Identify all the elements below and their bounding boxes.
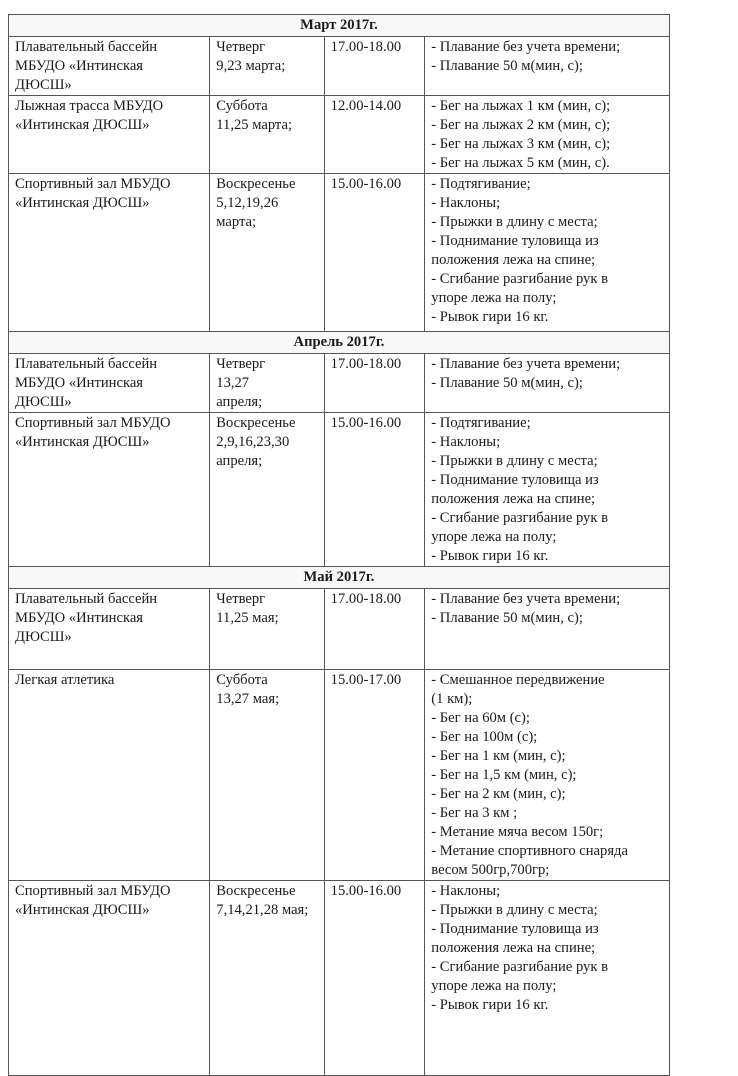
table-row — [9, 881, 670, 1076]
day-cell-line: 5,12,19,26 — [216, 195, 279, 211]
events-cell-line: - Прыжки в длину с места; — [431, 214, 598, 230]
day-cell-line: 11,25 мая; — [216, 610, 279, 626]
events-cell-line: - Метание мяча весом 150г; — [431, 824, 604, 840]
table-row — [9, 354, 670, 413]
events-cell-line: - Бег на 100м (с); — [431, 729, 538, 745]
venue-cell-line: ДЮСШ» — [15, 77, 72, 93]
time-cell — [324, 881, 425, 1076]
events-cell-line: - Прыжки в длину с места; — [431, 453, 598, 469]
events-cell-line: - Подтягивание; — [431, 415, 531, 431]
events-cell-line: - Бег на лыжах 5 км (мин, с). — [431, 155, 610, 171]
month-header-row — [9, 567, 670, 589]
events-cell-line: - Смешанное передвижение — [431, 672, 605, 688]
day-cell-line: Четверг — [216, 39, 266, 55]
events-cell-line: - Бег на лыжах 1 км (мин, с); — [431, 98, 611, 114]
time-cell-text: 17.00-18.00 — [330, 39, 402, 55]
venue-cell-line: МБУДО «Интинская — [15, 375, 144, 391]
events-cell-line: - Метание спортивного снаряда — [431, 843, 628, 859]
time-cell — [324, 96, 425, 174]
venue-cell-line: «Интинская ДЮСШ» — [15, 902, 150, 918]
events-cell — [425, 670, 670, 881]
day-cell-line: Суббота — [216, 672, 268, 688]
events-cell-line: - Прыжки в длину с места; — [431, 902, 598, 918]
venue-cell-line: МБУДО «Интинская — [15, 58, 144, 74]
events-cell — [425, 174, 670, 332]
events-cell — [425, 589, 670, 670]
events-cell-line: - Сгибание разгибание рук в — [431, 510, 608, 526]
day-cell-line: Четверг — [216, 356, 266, 372]
table-row — [9, 174, 670, 332]
day-cell-line: Четверг — [216, 591, 266, 607]
events-cell-line: - Бег на лыжах 2 км (мин, с); — [431, 117, 611, 133]
events-cell-line: - Плавание без учета времени; — [431, 39, 621, 55]
venue-cell-line: Лыжная трасса МБУДО — [15, 98, 164, 114]
day-cell-line: Воскресенье — [216, 883, 296, 899]
day-cell-line: 11,25 марта; — [216, 117, 293, 133]
venue-cell-line: «Интинская ДЮСШ» — [15, 195, 150, 211]
table-row — [9, 96, 670, 174]
day-cell — [210, 589, 324, 670]
day-cell-line: 2,9,16,23,30 — [216, 434, 290, 450]
time-cell-text: 17.00-18.00 — [330, 356, 402, 372]
venue-cell-line: «Интинская ДЮСШ» — [15, 117, 150, 133]
venue-cell — [9, 174, 210, 332]
month-title: Март 2017г. — [9, 15, 670, 37]
events-cell-line: - Бег на 60м (с); — [431, 710, 530, 726]
venue-cell-line: ДЮСШ» — [15, 629, 72, 645]
day-cell-line: 9,23 марта; — [216, 58, 286, 74]
day-cell — [210, 37, 324, 96]
events-cell-line: - Бег на 1 км (мин, с); — [431, 748, 566, 764]
table-row — [9, 589, 670, 670]
venue-cell-line: Спортивный зал МБУДО — [15, 883, 171, 899]
events-cell-line: - Наклоны; — [431, 195, 501, 211]
venue-cell — [9, 589, 210, 670]
time-cell — [324, 670, 425, 881]
day-cell-line: марта; — [216, 214, 257, 230]
day-cell-line: 13,27 мая; — [216, 691, 280, 707]
day-cell-line: Воскресенье — [216, 176, 296, 192]
venue-cell-line: Спортивный зал МБУДО — [15, 176, 171, 192]
events-cell-line: весом 500гр,700гр; — [431, 862, 550, 878]
time-cell — [324, 413, 425, 567]
time-cell — [324, 37, 425, 96]
venue-cell — [9, 881, 210, 1076]
time-cell-text: 15.00-17.00 — [330, 672, 402, 688]
day-cell-line: апреля; — [216, 453, 263, 469]
events-cell-line: - Плавание 50 м(мин, с); — [431, 610, 583, 626]
time-cell-text: 12.00-14.00 — [330, 98, 402, 114]
day-cell — [210, 670, 324, 881]
events-cell-line: - Наклоны; — [431, 434, 501, 450]
events-cell-line: - Бег на 3 км ; — [431, 805, 518, 821]
events-cell — [425, 881, 670, 1076]
events-cell-line: - Плавание без учета времени; — [431, 591, 621, 607]
events-cell-line: упоре лежа на полу; — [431, 978, 557, 994]
events-cell — [425, 354, 670, 413]
events-cell-line: - Рывок гири 16 кг. — [431, 997, 549, 1013]
venue-cell-line: ДЮСШ» — [15, 394, 72, 410]
schedule-table — [8, 14, 670, 1076]
events-cell-line: - Поднимание туловища из — [431, 472, 599, 488]
events-cell-line: - Наклоны; — [431, 883, 501, 899]
events-cell-line: - Рывок гири 16 кг. — [431, 309, 549, 325]
day-cell — [210, 96, 324, 174]
day-cell — [210, 354, 324, 413]
events-cell — [425, 413, 670, 567]
day-cell-line: 13,27 — [216, 375, 250, 391]
events-cell-line: положения лежа на спине; — [431, 491, 596, 507]
venue-cell — [9, 96, 210, 174]
events-cell-line: - Сгибание разгибание рук в — [431, 959, 608, 975]
events-cell — [425, 37, 670, 96]
events-cell — [425, 96, 670, 174]
day-cell-line: Суббота — [216, 98, 268, 114]
venue-cell-line: Плавательный бассейн — [15, 39, 158, 55]
events-cell-line: - Плавание без учета времени; — [431, 356, 621, 372]
day-cell — [210, 174, 324, 332]
venue-cell — [9, 37, 210, 96]
events-cell-line: - Поднимание туловища из — [431, 921, 599, 937]
events-cell-line: положения лежа на спине; — [431, 940, 596, 956]
events-cell-line: положения лежа на спине; — [431, 252, 596, 268]
venue-cell-line: Плавательный бассейн — [15, 591, 158, 607]
events-cell-line: - Плавание 50 м(мин, с); — [431, 375, 583, 391]
venue-cell — [9, 354, 210, 413]
venue-cell-line: «Интинская ДЮСШ» — [15, 434, 150, 450]
table-row — [9, 413, 670, 567]
venue-cell-line: Легкая атлетика — [15, 672, 115, 688]
day-cell-line: 7,14,21,28 мая; — [216, 902, 309, 918]
time-cell — [324, 174, 425, 332]
events-cell-line: - Бег на 1,5 км (мин, с); — [431, 767, 577, 783]
month-header-row — [9, 15, 670, 37]
table-row — [9, 37, 670, 96]
time-cell-text: 17.00-18.00 — [330, 591, 402, 607]
month-header-row — [9, 332, 670, 354]
time-cell — [324, 589, 425, 670]
day-cell — [210, 413, 324, 567]
time-cell-text: 15.00-16.00 — [330, 415, 402, 431]
day-cell — [210, 881, 324, 1076]
events-cell-line: - Бег на 2 км (мин, с); — [431, 786, 566, 802]
day-cell-line: апреля; — [216, 394, 263, 410]
venue-cell-line: МБУДО «Интинская — [15, 610, 144, 626]
venue-cell — [9, 670, 210, 881]
month-title: Май 2017г. — [9, 567, 670, 589]
events-cell-line: - Рывок гири 16 кг. — [431, 548, 549, 564]
events-cell-line: - Подтягивание; — [431, 176, 531, 192]
time-cell-text: 15.00-16.00 — [330, 883, 402, 899]
events-cell-line: упоре лежа на полу; — [431, 529, 557, 545]
events-cell-line: (1 км); — [431, 691, 473, 707]
events-cell-line: - Плавание 50 м(мин, с); — [431, 58, 583, 74]
table-row — [9, 670, 670, 881]
events-cell-line: - Поднимание туловища из — [431, 233, 599, 249]
venue-cell-line: Спортивный зал МБУДО — [15, 415, 171, 431]
time-cell-text: 15.00-16.00 — [330, 176, 402, 192]
events-cell-line: упоре лежа на полу; — [431, 290, 557, 306]
day-cell-line: Воскресенье — [216, 415, 296, 431]
venue-cell-line: Плавательный бассейн — [15, 356, 158, 372]
events-cell-line: - Сгибание разгибание рук в — [431, 271, 608, 287]
venue-cell — [9, 413, 210, 567]
month-title: Апрель 2017г. — [9, 332, 670, 354]
events-cell-line: - Бег на лыжах 3 км (мин, с); — [431, 136, 611, 152]
time-cell — [324, 354, 425, 413]
